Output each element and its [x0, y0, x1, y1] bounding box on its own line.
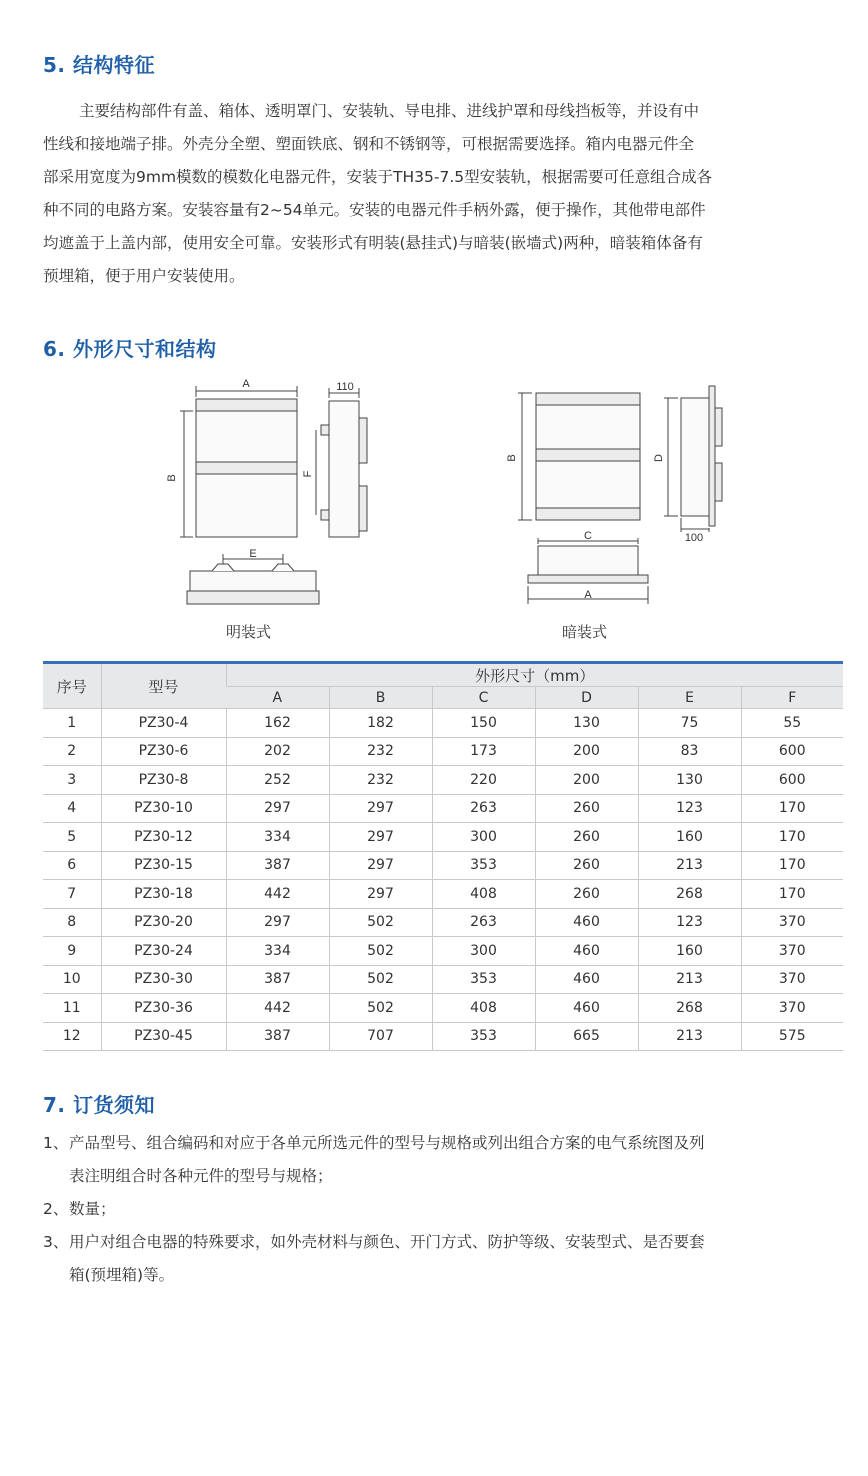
table-cell: 8 — [43, 908, 101, 937]
table-cell: 334 — [226, 823, 329, 852]
paragraph-line: 主要结构部件有盖、箱体、透明罩门、安装轨、导电排、进线护罩和母线挡板等，并设有中 — [79, 102, 700, 120]
table-cell: 9 — [43, 937, 101, 966]
dim-label-b: B — [506, 454, 518, 462]
table-cell: 11 — [43, 994, 101, 1023]
order-item-text: 产品型号、组合编码和对应于各单元所选元件的型号与规格或列出组合方案的电气系统图及列 — [69, 1134, 705, 1152]
table-cell: 370 — [741, 965, 843, 994]
table-cell: 370 — [741, 994, 843, 1023]
order-item — [43, 1226, 843, 1292]
dim-label-b: B — [166, 474, 178, 482]
header-model: 型号 — [101, 663, 226, 709]
table-cell: 387 — [226, 851, 329, 880]
table-cell: 297 — [329, 794, 432, 823]
table-cell: 5 — [43, 823, 101, 852]
table-cell: 232 — [329, 766, 432, 795]
table-cell: 75 — [638, 709, 741, 738]
surface-front-view — [180, 386, 297, 537]
table-cell: 162 — [226, 709, 329, 738]
table-cell: PZ30-45 — [101, 1022, 226, 1051]
table-cell: 600 — [741, 766, 843, 795]
table-cell: 170 — [741, 851, 843, 880]
order-item-text: 箱(预埋箱)等。 — [69, 1266, 175, 1284]
paragraph-line: 种不同的电路方案。安装容量有2~54单元。安装的电器元件手柄外露，便于操作，其他带电部件 — [43, 201, 706, 219]
table-cell: 575 — [741, 1022, 843, 1051]
table-cell: 268 — [638, 880, 741, 909]
table-cell: 12 — [43, 1022, 101, 1051]
table-cell: 130 — [535, 709, 638, 738]
section-5-paragraph — [43, 95, 843, 293]
table-row — [43, 994, 843, 1023]
flush-front-view — [518, 393, 640, 520]
flush-side-view — [664, 386, 722, 532]
table-cell: PZ30-15 — [101, 851, 226, 880]
table-cell: 200 — [535, 737, 638, 766]
surface-side-view — [316, 388, 367, 537]
order-item-text: 用户对组合电器的特殊要求，如外壳材料与颜色、开门方式、防护等级、安装型式、是否要套 — [69, 1233, 705, 1251]
table-cell: 408 — [432, 994, 535, 1023]
table-cell: 260 — [535, 851, 638, 880]
table-cell: 353 — [432, 851, 535, 880]
table-cell: 1 — [43, 709, 101, 738]
table-cell: PZ30-10 — [101, 794, 226, 823]
table-cell: 123 — [638, 794, 741, 823]
paragraph-line: 均遮盖于上盖内部，使用安全可靠。安装形式有明装(悬挂式)与暗装(嵌墙式)两种，暗装箱体备有 — [43, 234, 703, 252]
table-cell: 300 — [432, 823, 535, 852]
table-cell: 150 — [432, 709, 535, 738]
paragraph-line: 部采用宽度为9mm模数的模数化电器元件，安装于TH35-7.5型安装轨，根据需要可任意组合成各 — [43, 168, 713, 186]
table-cell: 408 — [432, 880, 535, 909]
dim-label-d: D — [653, 454, 665, 462]
table-row — [43, 880, 843, 909]
table-cell: 2 — [43, 737, 101, 766]
table-cell: 55 — [741, 709, 843, 738]
order-item-text: 数量； — [69, 1200, 116, 1218]
order-item-number: 3、 — [43, 1233, 69, 1251]
table-cell: PZ30-24 — [101, 937, 226, 966]
paragraph-line: 预埋箱，便于用户安装使用。 — [43, 267, 245, 285]
table-cell: 460 — [535, 908, 638, 937]
table-cell: 387 — [226, 965, 329, 994]
table-cell: 353 — [432, 1022, 535, 1051]
table-cell: 4 — [43, 794, 101, 823]
table-cell: 200 — [535, 766, 638, 795]
header-dim: E — [638, 687, 741, 709]
table-cell: 160 — [638, 823, 741, 852]
table-cell: PZ30-8 — [101, 766, 226, 795]
surface-mount-caption: 明装式 — [226, 623, 272, 641]
order-item-text: 表注明组合时各种元件的型号与规格； — [69, 1167, 333, 1185]
table-row — [43, 965, 843, 994]
table-row — [43, 794, 843, 823]
table-cell: PZ30-12 — [101, 823, 226, 852]
dim-label-c: C — [584, 530, 592, 542]
dimension-diagrams — [0, 378, 868, 648]
table-cell: 600 — [741, 737, 843, 766]
header-dim: A — [226, 687, 329, 709]
section-7-title: 7. 订货须知 — [43, 1093, 155, 1117]
table-cell: 213 — [638, 965, 741, 994]
table-cell: 300 — [432, 937, 535, 966]
order-item-number: 2、 — [43, 1200, 69, 1218]
order-item-number: 1、 — [43, 1134, 69, 1152]
dim-label-a: A — [242, 378, 250, 390]
table-cell: 173 — [432, 737, 535, 766]
table-row — [43, 766, 843, 795]
table-cell: 130 — [638, 766, 741, 795]
header-dimensions: 外形尺寸（mm） — [226, 663, 843, 687]
table-cell: 460 — [535, 965, 638, 994]
section-6-title: 6. 外形尺寸和结构 — [43, 337, 217, 361]
table-cell: 334 — [226, 937, 329, 966]
table-cell: 442 — [226, 880, 329, 909]
table-cell: 260 — [535, 823, 638, 852]
table-cell: 502 — [329, 965, 432, 994]
table-row — [43, 709, 843, 738]
table-cell: 10 — [43, 965, 101, 994]
table-cell: 353 — [432, 965, 535, 994]
dim-label-depth: 110 — [336, 381, 354, 393]
table-cell: 170 — [741, 794, 843, 823]
dimension-table — [43, 661, 843, 1051]
table-row — [43, 851, 843, 880]
table-cell: 502 — [329, 908, 432, 937]
table-cell: PZ30-20 — [101, 908, 226, 937]
surface-top-view — [187, 554, 319, 604]
table-cell: 370 — [741, 908, 843, 937]
table-cell: 202 — [226, 737, 329, 766]
table-cell: 213 — [638, 851, 741, 880]
table-cell: 170 — [741, 823, 843, 852]
table-cell: 442 — [226, 994, 329, 1023]
header-no: 序号 — [43, 663, 101, 709]
header-dim: C — [432, 687, 535, 709]
table-cell: 263 — [432, 794, 535, 823]
table-cell: PZ30-18 — [101, 880, 226, 909]
table-cell: 123 — [638, 908, 741, 937]
header-dim: D — [535, 687, 638, 709]
table-cell: 460 — [535, 937, 638, 966]
table-cell: PZ30-4 — [101, 709, 226, 738]
table-cell: 220 — [432, 766, 535, 795]
table-cell: 502 — [329, 937, 432, 966]
paragraph-line: 性线和接地端子排。外壳分全塑、塑面铁底、钢和不锈钢等，可根据需要选择。箱内电器元件全 — [43, 135, 695, 153]
dim-label-depth: 100 — [684, 532, 704, 544]
table-cell: 7 — [43, 880, 101, 909]
table-row — [43, 908, 843, 937]
flush-mount-caption: 暗装式 — [562, 623, 608, 641]
table-cell: 252 — [226, 766, 329, 795]
table-cell: 707 — [329, 1022, 432, 1051]
order-item — [43, 1193, 843, 1226]
table-cell: PZ30-6 — [101, 737, 226, 766]
dimension-drawing — [0, 378, 868, 648]
table-cell: 6 — [43, 851, 101, 880]
table-cell: 297 — [226, 794, 329, 823]
table-cell: 160 — [638, 937, 741, 966]
table-cell: 502 — [329, 994, 432, 1023]
table-cell: 83 — [638, 737, 741, 766]
table-row — [43, 1022, 843, 1051]
section-5-title: 5. 结构特征 — [43, 53, 155, 77]
table-row — [43, 737, 843, 766]
table-cell: PZ30-30 — [101, 965, 226, 994]
table-cell: 370 — [741, 937, 843, 966]
dim-label-f: F — [302, 470, 314, 478]
table-cell: 263 — [432, 908, 535, 937]
header-dim: F — [741, 687, 843, 709]
table-row — [43, 937, 843, 966]
table-cell: 3 — [43, 766, 101, 795]
table-cell: 182 — [329, 709, 432, 738]
table-cell: 213 — [638, 1022, 741, 1051]
table-cell: 387 — [226, 1022, 329, 1051]
dim-label-a: A — [584, 589, 592, 601]
table-cell: 665 — [535, 1022, 638, 1051]
table-cell: 297 — [226, 908, 329, 937]
table-cell: 297 — [329, 880, 432, 909]
order-item — [43, 1127, 843, 1193]
table-cell: 297 — [329, 851, 432, 880]
table-cell: PZ30-36 — [101, 994, 226, 1023]
table-cell: 297 — [329, 823, 432, 852]
table-cell: 260 — [535, 794, 638, 823]
table-cell: 460 — [535, 994, 638, 1023]
table-cell: 232 — [329, 737, 432, 766]
dim-label-e: E — [249, 548, 257, 560]
table-cell: 268 — [638, 994, 741, 1023]
table-cell: 260 — [535, 880, 638, 909]
table-row — [43, 823, 843, 852]
table-cell: 170 — [741, 880, 843, 909]
header-dim: B — [329, 687, 432, 709]
